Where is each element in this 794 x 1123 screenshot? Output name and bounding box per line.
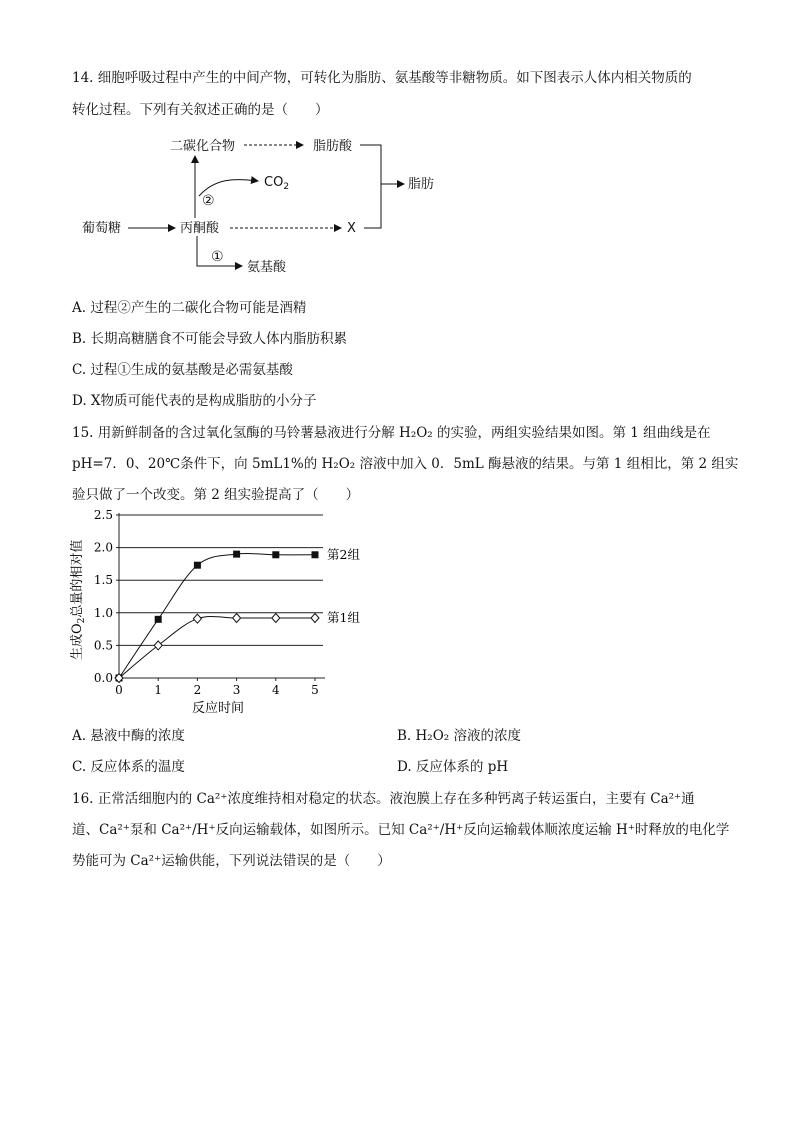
q14-option-b: B. 长期高糖膳食不可能会导致人体内脂肪积累 [72,331,348,347]
x-tick-label: 4 [271,683,280,697]
data-point [312,551,319,558]
q15-option-b: B. H₂O₂ 溶液的浓度 [397,728,521,744]
series-label: 第2组 [327,546,360,562]
q15-stem-line2: pH=7．0、20℃条件下，向 5mL1%的 H₂O₂ 溶液中加入 0．5mL 酶悬液的结果。与第 1 组相比，第 2 组实 [72,456,739,472]
q14-stem-line1: 14. 细胞呼吸过程中产生的中间产物，可转化为脂肪、氨基酸等非糖物质。如下图表示人体内相关物质的 [72,70,692,86]
chart-series [115,547,360,683]
y-tick-label: 1.0 [93,605,113,620]
label-amino-acid: 氨基酸 [247,260,287,275]
y-tick-label: 2.5 [93,508,113,522]
y-tick-label: 2.0 [93,540,113,555]
q15-option-c: C. 反应体系的温度 [72,759,185,775]
q15-option-d: D. 反应体系的 pH [397,759,509,775]
y-axis-label: 生成$O_2$总量的相对值 [70,539,87,660]
q16-stem-line1: 16. 正常活细胞内的 Ca²⁺浓度维持相对稳定的状态。液泡膜上存在多种钙离子转运蛋白，主要有 Ca²⁺通 [72,791,695,807]
y-tick-label: 0.0 [93,671,113,685]
q14-option-a: A. 过程②产生的二碳化合物可能是酒精 [72,300,307,316]
data-point [311,614,319,623]
data-point [155,616,162,623]
q16-stem-line3: 势能可为 Ca²⁺运输供能，下列说法错误的是（ ） [72,853,391,869]
label-step2: ② [202,193,215,209]
data-point [154,641,162,650]
q14-option-d: D. X物质可能代表的是构成脂肪的小分子 [72,393,317,409]
q14-option-c: C. 过程①生成的氨基酸是必需氨基酸 [72,362,293,378]
x-tick-label: 1 [154,683,163,697]
q14-conversion-diagram [0,132,794,277]
q14-stem-line2: 转化过程。下列有关叙述正确的是（ ） [72,102,329,118]
x-axis-label: 反应时间 [192,701,245,716]
data-point [193,614,201,623]
q15-stem-line3: 验只做了一个改变。第 2 组实验提高了（ ） [72,487,360,503]
data-point [194,562,201,569]
label-fat: 脂肪 [408,177,435,192]
x-tick-label: 0 [115,683,123,697]
series-line-1 [119,553,315,678]
series-line-2 [119,616,315,678]
chart-axes [119,513,325,678]
label-step1: ① [211,249,224,265]
chart-grid [119,515,323,645]
q15-line-chart [0,505,794,720]
y-tick-label: 1.5 [93,573,113,588]
data-point [233,614,241,623]
q16-stem-line2: 道、Ca²⁺泵和 Ca²⁺/H⁺反向运输载体，如图所示。已知 Ca²⁺/H⁺反向运输载体顺浓度运输 H⁺时释放的电化学 [72,822,730,838]
x-tick-label: 3 [232,683,241,697]
data-point [233,551,240,558]
q15-stem-line1: 15. 用新鲜制备的含过氧化氢酶的马铃薯悬液进行分解 H₂O₂ 的实验，两组实验结果如图。第 1 组曲线是在 [72,425,711,441]
q15-option-a: A. 悬液中酶的浓度 [72,728,185,744]
data-point [272,614,280,623]
y-tick-label: 0.5 [93,638,113,653]
label-pyruvate: 丙酮酸 [180,221,220,236]
label-two-carbon: 二碳化合物 [170,139,236,154]
label-x: X [347,221,356,236]
label-glucose: 葡萄糖 [82,221,122,236]
series-label: 第1组 [327,610,360,626]
x-tick-label: 2 [193,683,202,697]
label-fatty-acid: 脂肪酸 [313,139,353,154]
label-co2: $CO_2$ [264,175,290,192]
data-point [272,551,279,558]
chart-ticks [94,508,319,697]
x-tick-label: 5 [311,683,319,697]
